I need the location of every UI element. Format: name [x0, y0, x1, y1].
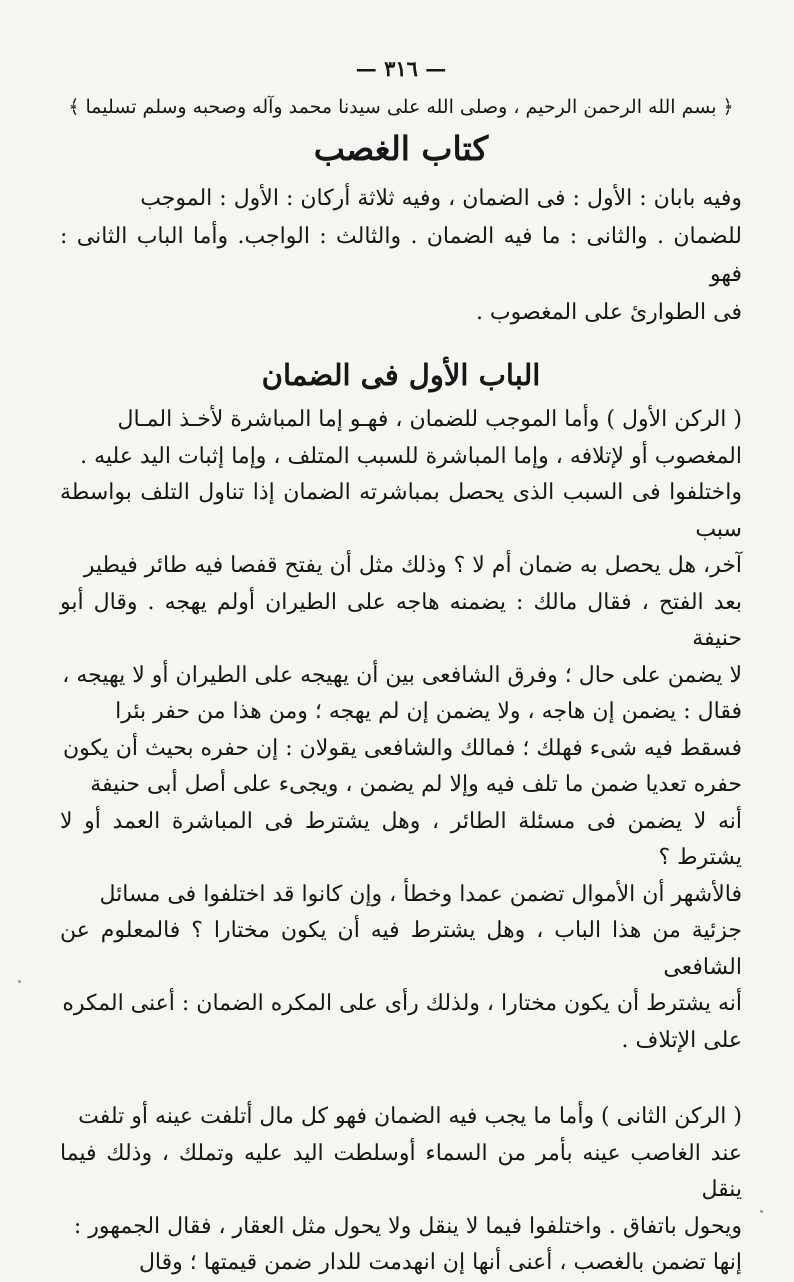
- text-line: ( الركن الأول ) وأما الموجب للضمان ، فهـو إما المباشرة لأخـذ المـال: [117, 407, 742, 432]
- text-line: أنه لا يضمن فى مسئلة الطائر ، وهل يشترط فى المباشرة العمد أو لا يشترط ؟: [60, 808, 742, 870]
- text-line: واختلفوا فى السبب الذى يحصل بمباشرته الضمان إذا تناول التلف بواسطة سبب: [60, 480, 742, 542]
- text-line: أنه يشترط أن يكون مختارا ، ولذلك رأى على المكره الضمان : أعنى المكره: [62, 991, 742, 1016]
- paper-speck: [760, 1210, 763, 1213]
- text-line: لا يضمن على حال ؛ وفرق الشافعى بين أن يهيجه على الطيران أو لا يهيجه ،: [62, 662, 742, 688]
- text-line: على الإتلاف .: [621, 1027, 742, 1053]
- text-line: حفره تعديا ضمن ما تلف فيه وإلا لم يضمن ، ويجىء على أصل أبى حنيفة: [90, 772, 742, 797]
- text-line: المغصوب أو لإتلافه ، وإما المباشرة للسبب المتلف ، وإما إثبات اليد عليه .: [80, 443, 742, 469]
- page-number: — ٣١٦ —: [355, 56, 447, 81]
- text-line: فقال : يضمن إن هاجه ، ولا يضمن إن لم يهجه ؛ ومن هذا من حفر بئرا: [115, 699, 742, 724]
- intro-line: فى الطوارئ على المغصوب .: [475, 300, 742, 325]
- first-pillar-paragraph: [60, 402, 742, 1059]
- chapter-title: الباب الأول فى الضمان: [261, 358, 541, 392]
- text-line: آخر، هل يحصل به ضمان أم لا ؟ وذلك مثل أن يفتح قفصا فيه طائر فيطير: [83, 553, 742, 578]
- text-line: ويحول باتفاق . واختلفوا فيما لا ينقل ولا يحول مثل العقار ، فقال الجمهور :: [73, 1213, 742, 1239]
- paragraph-gap: [60, 1059, 742, 1099]
- book-title: كتاب الغصب: [313, 129, 489, 168]
- paper-speck: [18, 980, 21, 983]
- text-line: بعد الفتح ، فقال مالك : يضمنه هاجه على الطيران أولم يهجه . وقال أبو حنيفة: [60, 589, 742, 651]
- intro-line: للضمان . والثانى : ما فيه الضمان . والثالث : الواجب. وأما الباب الثانى : فهو: [60, 224, 742, 287]
- text-line: فسقط فيه شىء فهلك ؛ فمالك والشافعى يقولان : إن حفره بحيث أن يكون: [62, 735, 742, 761]
- text-line: ( الركن الثانى ) وأما ما يجب فيه الضمان فهو كل مال أتلفت عينه أو تلفت: [78, 1104, 742, 1129]
- basmala-line: ﴿ بسم الله الرحمن الرحيم ، وصلى الله على سيدنا محمد وآله وصحبه وسلم تسليما ﴾: [68, 96, 734, 118]
- text-line: إنها تضمن بالغصب ، أعنى أنها إن انهدمت للدار ضمن قيمتها ؛ وقال: [138, 1250, 742, 1275]
- text-line: جزئية من هذا الباب ، وهل يشترط فيه أن يكون مختارا ؟ فالمعلوم عن الشافعى: [60, 918, 742, 980]
- text-line: فالأشهر أن الأموال تضمن عمدا وخطأ ، وإن كانوا قد اختلفوا فى مسائل: [99, 881, 742, 907]
- second-pillar-paragraph: [60, 1099, 742, 1282]
- intro-line: وفيه بابان : الأول : فى الضمان ، وفيه ثلاثة أركان : الأول : الموجب: [140, 186, 742, 211]
- intro-paragraph: [60, 180, 742, 332]
- text-line: عند الغاصب عينه بأمر من السماء أوسلطت اليد عليه وتملك ، وذلك فيما ينقل: [60, 1140, 742, 1202]
